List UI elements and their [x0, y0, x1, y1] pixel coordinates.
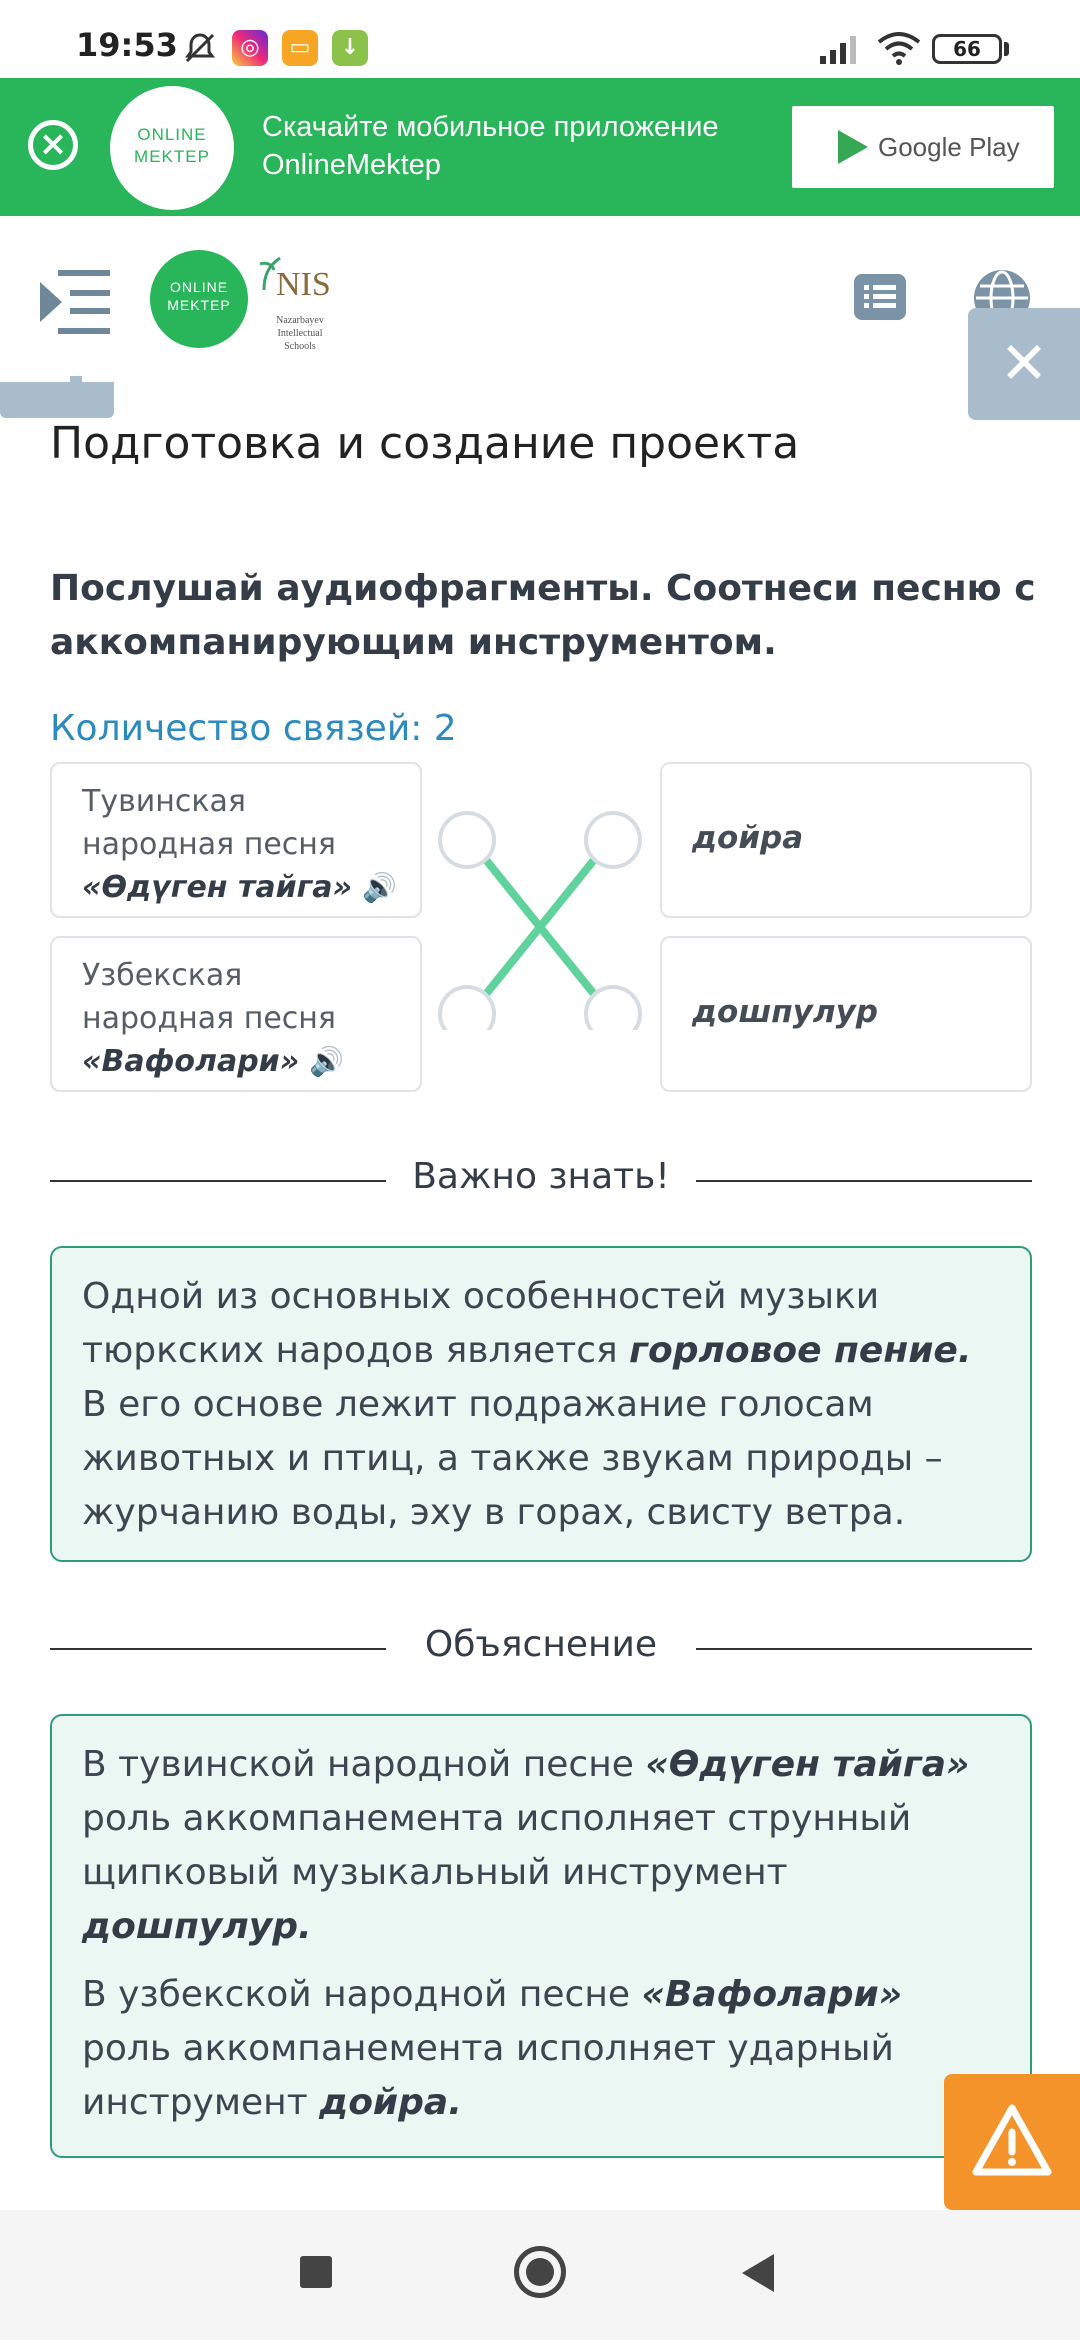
p1-middle: роль аккомпанемента исполняет струнный щипковый музыкальный инструмент [82, 1798, 912, 1893]
explanation-box [50, 1714, 1032, 2158]
menu-tab [0, 382, 114, 418]
nis-sub-line2: Intellectual [277, 328, 323, 339]
explanation-divider [50, 1624, 1032, 1674]
connector-dot-right-2[interactable] [586, 987, 640, 1030]
logo-text-line1: ONLINE [137, 125, 207, 144]
close-banner-button[interactable]: × [28, 120, 78, 170]
song-card-tuvan[interactable] [50, 762, 422, 918]
battery-icon: 66 [932, 34, 1002, 64]
back-triangle-icon[interactable] [742, 2254, 774, 2292]
logo-text-line2: MEKTEP [134, 147, 210, 166]
speaker-icon[interactable]: 🔊 [309, 1045, 345, 1078]
song-title: «Вафолари» [82, 1044, 300, 1079]
divider-line [696, 1648, 1032, 1650]
onlinemektep-header-logo[interactable] [150, 250, 248, 348]
warning-icon [944, 2074, 1080, 2210]
nis-sub-line3: Schools [284, 341, 316, 352]
p2-text: В узбекской народной песне [82, 1974, 642, 2015]
page-title: Подготовка и создание проекта [50, 418, 800, 469]
contents-list-icon[interactable] [854, 274, 906, 320]
bell-off-icon [182, 30, 218, 66]
p1-text: В тувинской народной песне [82, 1744, 646, 1785]
connector-dot-left-2[interactable] [440, 987, 494, 1030]
important-box [50, 1246, 1032, 1562]
important-divider [50, 1156, 1032, 1206]
match-connectors [420, 790, 660, 1030]
p2-middle: роль аккомпанемента исполняет ударный инструмент [82, 2028, 894, 2123]
menu-toggle-icon[interactable] [40, 268, 112, 336]
banner-text-line1: Скачайте мобильное приложение [262, 111, 719, 143]
instrument-card-doshpulur[interactable] [660, 936, 1032, 1092]
nis-sub-line1: Nazarbayev [276, 315, 324, 326]
speaker-icon[interactable]: 🔊 [362, 871, 397, 904]
report-error-button[interactable] [944, 2074, 1080, 2210]
important-bold: горловое пение. [629, 1330, 972, 1371]
song-card-line2: народная песня [82, 1001, 336, 1036]
google-play-button[interactable] [792, 106, 1054, 188]
download-app-icon: ↓ [332, 30, 368, 66]
p2-song: «Вафолари» [641, 1974, 903, 2015]
important-heading: Важно знать! [412, 1156, 670, 1197]
wifi-icon [876, 30, 922, 66]
song-title: «Өдүген тайга» [82, 870, 353, 905]
google-play-label: Google Play [878, 132, 1020, 162]
header-logo-line1: ONLINE [169, 279, 229, 295]
app-download-banner [0, 78, 1080, 216]
site-header [0, 216, 1080, 416]
notes-app-icon: ▭ [282, 30, 318, 66]
connector-dot-left-1[interactable] [440, 813, 494, 867]
banner-text-line2: OnlineMektep [262, 149, 441, 181]
p1-instrument: дошпулур. [82, 1906, 312, 1947]
instagram-icon: ◎ [232, 30, 268, 66]
system-navigation-bar [0, 2210, 1080, 2340]
song-card-uzbek[interactable] [50, 936, 422, 1092]
onlinemektep-logo [110, 86, 234, 210]
important-text-start: Одной из основных особенностей музыки тюркских народов является [82, 1276, 880, 1371]
home-circle-icon[interactable] [514, 2246, 566, 2298]
battery-tip [1004, 42, 1009, 56]
recents-square-icon[interactable] [300, 2256, 332, 2288]
p1-song: «Өдүген тайга» [645, 1744, 970, 1785]
status-time: 19:53 [76, 26, 178, 64]
connections-count: Количество связей: 2 [50, 708, 457, 749]
instrument-card-doira[interactable] [660, 762, 1032, 918]
important-text-end: В его основе лежит подражание голосам животных и птиц, а также звукам природы – журчанию воды, эху в горах, свисту ветра. [82, 1384, 943, 1533]
signal-icon [818, 34, 862, 64]
song-card-line1: Тувинская [82, 784, 246, 819]
status-bar [0, 0, 1080, 78]
instrument-label: дошпулур [692, 994, 878, 1030]
connector-dot-right-1[interactable] [586, 813, 640, 867]
p2-instrument: дойра. [319, 2082, 462, 2123]
song-card-line1: Узбекская [82, 958, 243, 993]
explanation-paragraph-1 [82, 1738, 1000, 1954]
instrument-label: дойра [692, 820, 804, 856]
nis-title: NIS [276, 266, 331, 303]
song-card-line2: народная песня [82, 827, 336, 862]
nis-logo [258, 248, 342, 358]
task-instruction: Послушай аудиофрагменты. Соотнеси песню с аккомпанирующим инструментом. [50, 568, 1036, 663]
divider-line [696, 1180, 1032, 1182]
banner-text [262, 108, 719, 184]
header-logo-line2: MEKTEP [167, 297, 231, 313]
explanation-paragraph-2 [82, 1968, 1000, 2130]
close-panel-button[interactable]: ✕ [968, 308, 1080, 420]
explanation-heading: Объяснение [424, 1624, 658, 1665]
google-play-icon [838, 130, 868, 164]
nis-subtitle [258, 314, 342, 353]
